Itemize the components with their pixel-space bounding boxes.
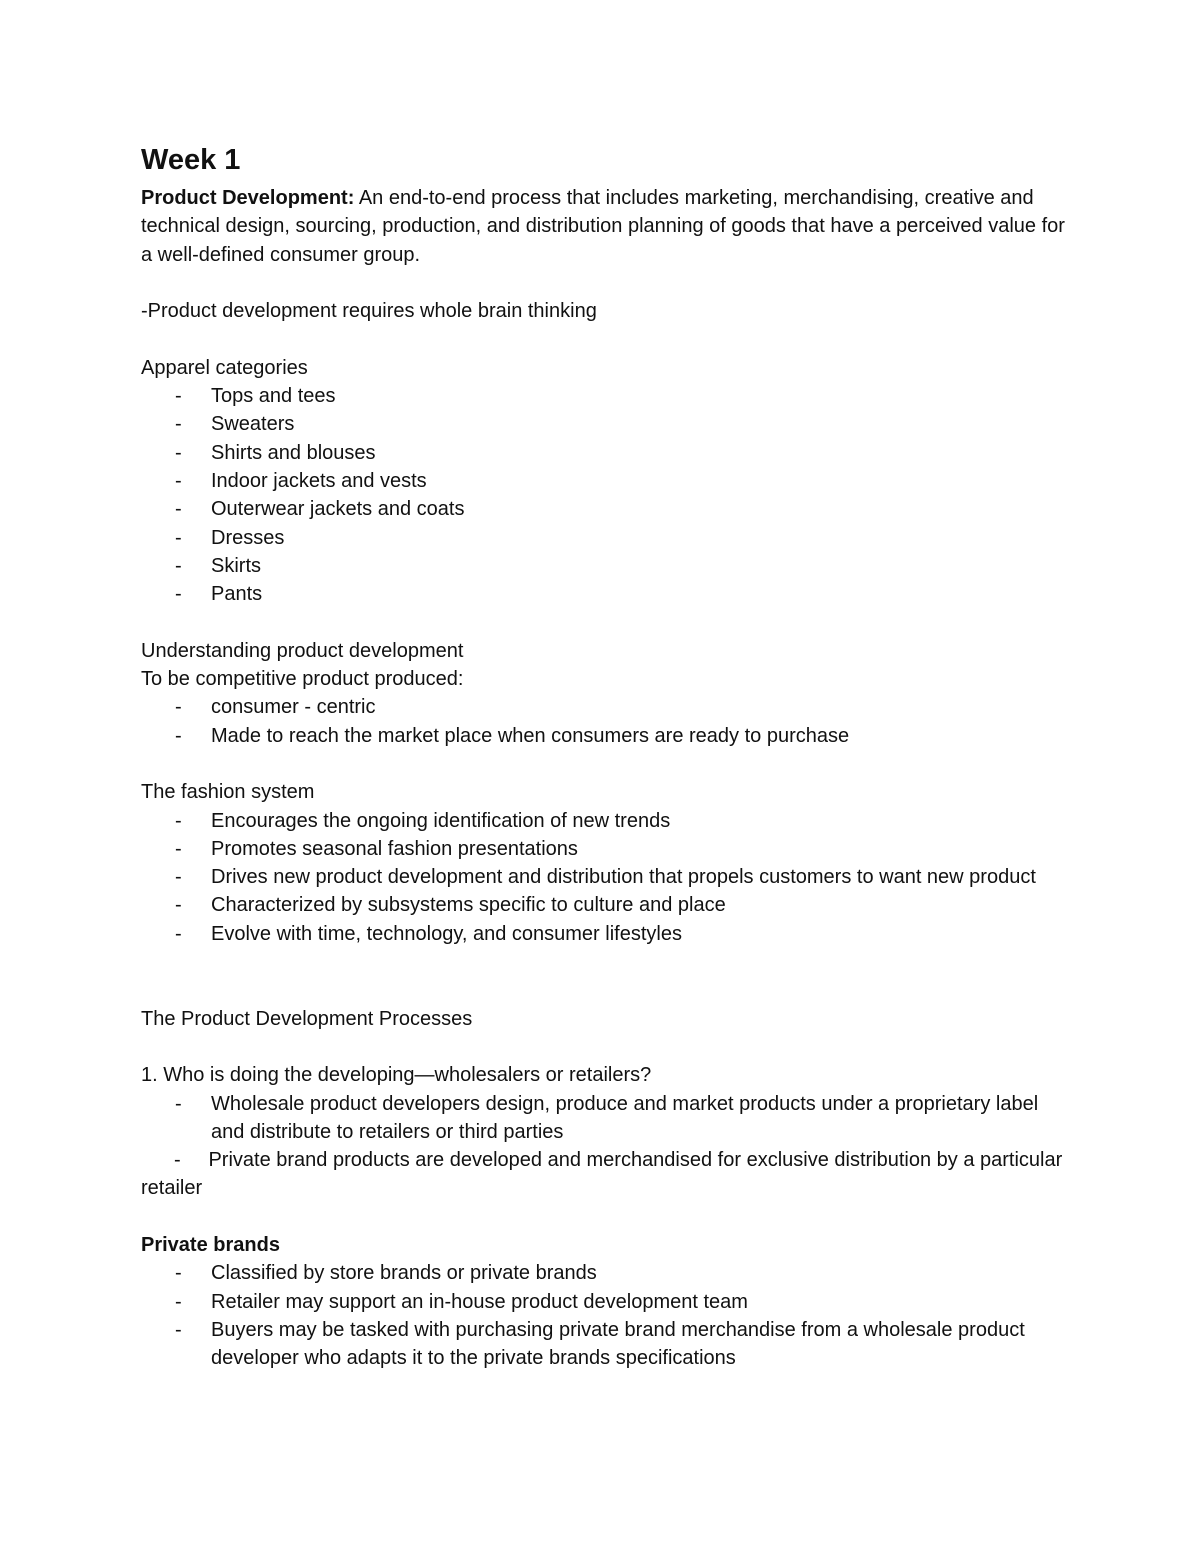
document-body — [141, 140, 1071, 1372]
spacer — [141, 1033, 1071, 1061]
spacer — [141, 948, 1071, 1005]
list-item: - Outerwear jackets and coats — [211, 495, 1071, 523]
spacer — [141, 750, 1071, 778]
processes-heading: The Product Development Processes — [141, 1007, 473, 1030]
processes-wrapped-item — [141, 1146, 1071, 1203]
private-brands-heading — [141, 1231, 1071, 1259]
fashion-system-list — [141, 807, 1071, 948]
processes-question: 1. Who is doing the developing—wholesalers or retailers? — [141, 1064, 652, 1087]
list-item: - Sweaters — [211, 410, 1071, 438]
dash-marker: - — [174, 1149, 181, 1172]
understanding-list — [141, 693, 1071, 750]
list-item: - Indoor jackets and vests — [211, 467, 1071, 495]
list-item: - Dresses — [211, 524, 1071, 552]
list-item: - Tops and tees — [211, 382, 1071, 410]
private-brands-list — [141, 1259, 1071, 1372]
list-item: - Encourages the ongoing identification of new trends — [211, 807, 1071, 835]
apparel-list — [141, 382, 1071, 608]
list-item: - Pants — [211, 580, 1071, 608]
list-item: - Classified by store brands or private brands — [211, 1259, 1071, 1287]
list-item: - Retailer may support an in-house product development team — [211, 1288, 1071, 1316]
spacer — [141, 1203, 1071, 1231]
definition-text: An end-to-end process that includes marketing, merchandising, creative and technical design, sourcing, production, and distribution planning of goods that have a perceived value for a well-defined consumer group. — [141, 187, 1065, 266]
spacer — [141, 608, 1071, 636]
fashion-system-heading: The fashion system — [141, 781, 315, 804]
spacer — [141, 325, 1071, 353]
list-item: - Wholesale product developers design, produce and market products under a proprietary label and distribute to retailers or third parties — [211, 1090, 1071, 1147]
processes-list — [141, 1090, 1071, 1147]
wrapped-item-text: Private brand products are developed and merchandised for exclusive distribution by a particular retailer — [141, 1149, 1063, 1200]
understanding-heading: Understanding product development — [141, 639, 464, 662]
list-item: - Evolve with time, technology, and consumer lifestyles — [211, 920, 1071, 948]
list-item: - Characterized by subsystems specific to culture and place — [211, 891, 1071, 919]
list-item: - Made to reach the market place when consumers are ready to purchase — [211, 722, 1071, 750]
understanding-subheading: To be competitive product produced: — [141, 668, 464, 691]
definition-term: Product Development: — [141, 187, 355, 209]
private-brands-heading-text: Private brands — [141, 1233, 280, 1256]
list-item: - Promotes seasonal fashion presentations — [211, 835, 1071, 863]
list-item: - Buyers may be tasked with purchasing private brand merchandise from a wholesale product developer who adapts it to the private brands specifications — [211, 1316, 1071, 1373]
list-item: - consumer - centric — [211, 693, 1071, 721]
spacer — [141, 269, 1071, 297]
list-item: - Shirts and blouses — [211, 439, 1071, 467]
whole-brain-note: -Product development requires whole brain thinking — [141, 300, 597, 323]
apparel-heading: Apparel categories — [141, 356, 308, 379]
list-item: - Drives new product development and distribution that propels customers to want new product — [211, 863, 1071, 891]
page-title: Week 1 — [141, 144, 241, 176]
definition-paragraph — [141, 184, 1071, 269]
list-item: - Skirts — [211, 552, 1071, 580]
